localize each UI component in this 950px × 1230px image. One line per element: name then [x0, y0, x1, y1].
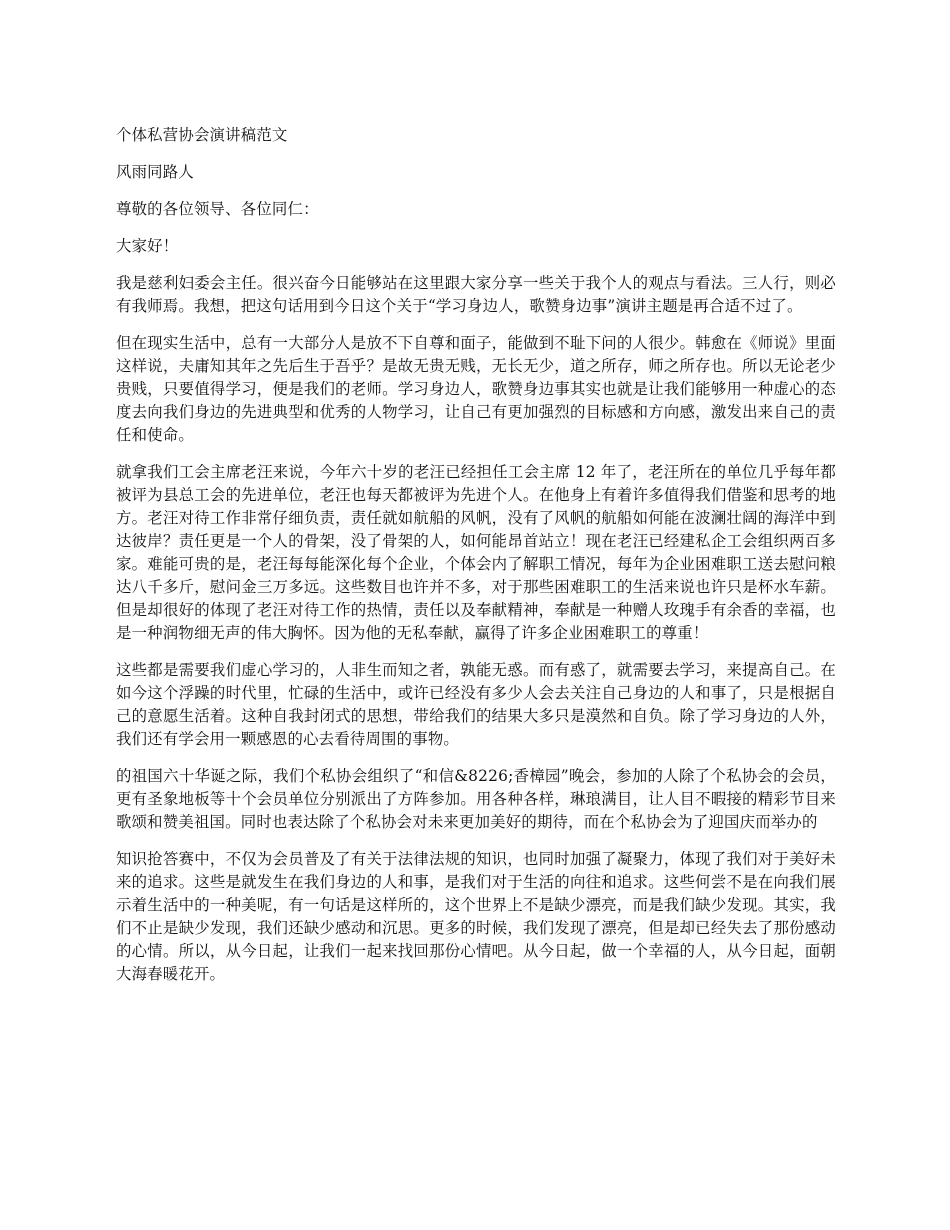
paragraph-6: 知识抢答赛中，不仅为会员普及了有关于法律法规的知识，也同时加强了凝聚力，体现了我们对于美好未来的追求。这些是就发生在我们身边的人和事，是我们对于生活的向往和追求。这些何尝不是在向我们展示着生活中的一种美呢，有一句话是这样所的，这个世界上不是缺少漂亮，而是我们缺少发现。其实，我们不止是缺少发现，我们还缺少感动和沉思。更多的时候，我们发现了漂亮，但是却已经失去了那份感动的心情。所以，从今日起，让我们一起来找回那份心情吧。从今日起，做一个幸福的人，从今日起，面朝大海春暖花开。	[116, 850, 836, 983]
paragraph-5: 的祖国六十华诞之际，我们个私协会组织了“和信&8226;香樟园”晚会，参加的人除了个私协会的会员，更有圣象地板等十个会员单位分别派出了方阵参加。用各种各样，琳琅满目，让人目不暇接的精彩节目来歌颂和赞美祖国。同时也表达除了个私协会对未来更加美好的期待，而在个私协会为了迎国庆而举办的	[116, 767, 836, 831]
author-line: 风雨同路人	[116, 163, 194, 181]
document-title: 个体私营协会演讲稿范文	[116, 126, 288, 144]
paragraph-2: 但在现实生活中，总有一大部分人是放不下自尊和面子，能做到不耻下问的人很少。韩愈在《师说》里面这样说，夫庸知其年之先后生于吾乎？是故无贵无贱，无长无少，道之所存，师之所存也。所以无论老少贵贱，只要值得学习，便是我们的老师。学习身边人，歌赞身边事其实也就是让我们能够用一种虚心的态度去向我们身边的先进典型和优秀的人物学习，让自己有更加强烈的目标感和方向感，激发出来自己的责任和使命。	[116, 334, 836, 444]
document-page	[116, 124, 836, 1000]
paragraph-1: 我是慈利妇委会主任。很兴奋今日能够站在这里跟大家分享一些关于我个人的观点与看法。三人行，则必有我师焉。我想，把这句话用到今日这个关于“学习身边人，歌赞身边事”演讲主题是再合适不过了。	[116, 274, 836, 315]
paragraph-3: 就拿我们工会主席老汪来说，今年六十岁的老汪已经担任工会主席 12 年了，老汪所在的单位几乎每年都被评为县总工会的先进单位，老汪也每天都被评为先进个人。在他身上有着许多值得我们借鉴和思考的地方。老汪对待工作非常仔细负责，责任就如航船的风帆，没有了风帆的航船如何能在波澜壮阔的海洋中到达彼岸？责任更是一个人的骨架，没了骨架的人，如何能昂首站立！现在老汪已经建私企工会组织两百多家。难能可贵的是，老汪每每能深化每个企业，个体会内了解职工情况，每年为企业困难职工送去慰问粮达八千多斤，慰问金三万多远。这些数目也许并不多，对于那些困难职工的生活来说也许只是杯水车薪。但是却很好的体现了老汪对待工作的热情，责任以及奉献精神，奉献是一种赠人玫瑰手有余香的幸福，也是一种润物细无声的伟大胸怀。因为他的无私奉献，赢得了许多企业困难职工的尊重！	[116, 463, 836, 642]
salutation-line: 尊敬的各位领导、各位同仁：	[116, 200, 319, 218]
greeting-line: 大家好！	[116, 237, 179, 255]
paragraph-4: 这些都是需要我们虚心学习的，人非生而知之者，孰能无惑。而有惑了，就需要去学习，来提高自己。在如今这个浮躁的时代里，忙碌的生活中，或许已经没有多少人会去关注自己身边的人和事了，只是根据自己的意愿生活着。这种自我封闭式的思想，带给我们的结果大多只是漠然和自负。除了学习身边的人外，我们还有学会用一颗感恩的心去看待周围的事物。	[116, 661, 836, 748]
